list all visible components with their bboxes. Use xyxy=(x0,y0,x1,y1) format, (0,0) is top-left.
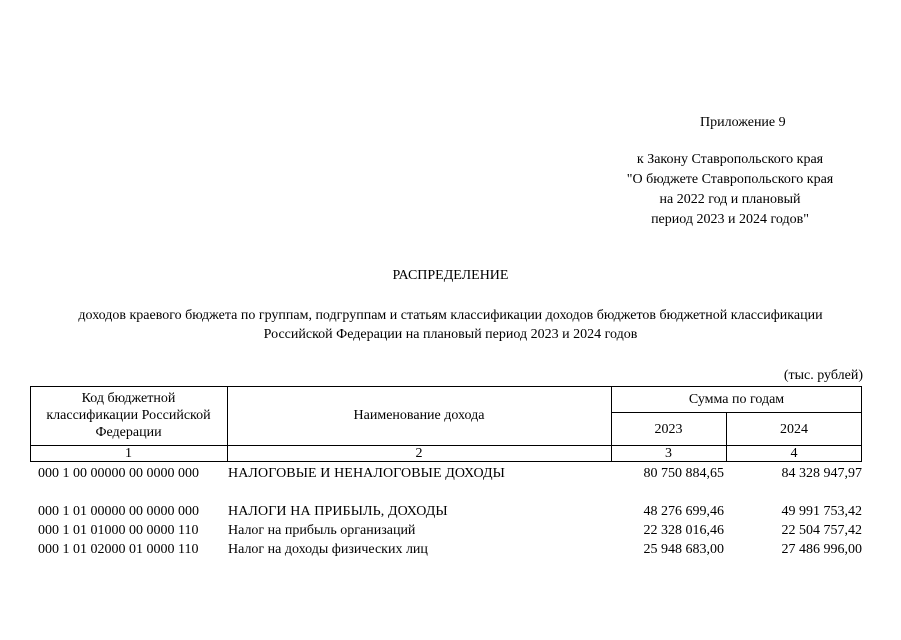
appendix-title: Приложение 9 xyxy=(700,115,786,130)
document-title: РАСПРЕДЕЛЕНИЕ xyxy=(392,268,509,283)
table-header xyxy=(30,386,862,462)
header-code-line-3: Федерации xyxy=(95,425,162,440)
header-year-2023: 2023 xyxy=(654,422,683,437)
header-number-1: 1 xyxy=(125,446,132,461)
row-value-2023: 80 750 884,65 xyxy=(643,466,724,481)
table-row xyxy=(30,504,862,522)
units-label: (тыс. рублей) xyxy=(783,368,863,383)
row-value-2024: 22 504 757,42 xyxy=(781,523,862,538)
row-name: Налог на прибыль организаций xyxy=(228,523,416,538)
row-code: 000 1 00 00000 00 0000 000 xyxy=(38,466,199,481)
row-value-2024: 49 991 753,42 xyxy=(781,504,862,519)
header-name-column: Наименование дохода xyxy=(353,408,485,423)
appendix-basis-line-1: к Закону Ставропольского края xyxy=(636,152,824,167)
row-code: 000 1 01 01000 00 0000 110 xyxy=(38,523,199,538)
document-subtitle-line-1: доходов краевого бюджета по группам, подгруппам и статьям классификации доходов бюджетов бюджетной классификации xyxy=(78,308,823,323)
header-code-column xyxy=(30,390,227,441)
header-year-2024: 2024 xyxy=(780,422,808,437)
row-value-2023: 22 328 016,46 xyxy=(643,523,724,538)
row-value-2023: 25 948 683,00 xyxy=(643,542,724,557)
table-border-top xyxy=(30,386,862,387)
header-code-line-2: классификации Российской xyxy=(46,408,211,423)
appendix-basis-line-4: период 2023 и 2024 годов" xyxy=(651,212,809,227)
document-subtitle-line-2: Российской Федерации на плановый период 2023 и 2024 годов xyxy=(263,327,638,342)
row-value-2023: 48 276 699,46 xyxy=(643,504,724,519)
row-code: 000 1 01 02000 01 0000 110 xyxy=(38,542,199,557)
table-row xyxy=(30,466,862,484)
header-code-line-1: Код бюджетной xyxy=(81,391,176,406)
row-name: НАЛОГИ НА ПРИБЫЛЬ, ДОХОДЫ xyxy=(228,504,448,519)
row-code: 000 1 01 00000 00 0000 000 xyxy=(38,504,199,519)
row-value-2024: 27 486 996,00 xyxy=(781,542,862,557)
document-subtitle xyxy=(0,306,901,344)
row-name: Налог на доходы физических лиц xyxy=(228,542,428,557)
table-row xyxy=(30,542,862,560)
header-number-3: 3 xyxy=(665,446,672,461)
appendix-basis-line-3: на 2022 год и плановый xyxy=(659,192,801,207)
table-separator-sum xyxy=(611,412,862,413)
appendix-basis-line-2: "О бюджете Ставропольского края xyxy=(626,172,834,187)
row-value-2024: 84 328 947,97 xyxy=(781,466,862,481)
header-number-2: 2 xyxy=(415,446,423,461)
table-row xyxy=(30,523,862,541)
header-sum-column: Сумма по годам xyxy=(688,392,785,407)
row-name: НАЛОГОВЫЕ И НЕНАЛОГОВЫЕ ДОХОДЫ xyxy=(228,466,505,481)
header-number-4: 4 xyxy=(790,446,798,461)
